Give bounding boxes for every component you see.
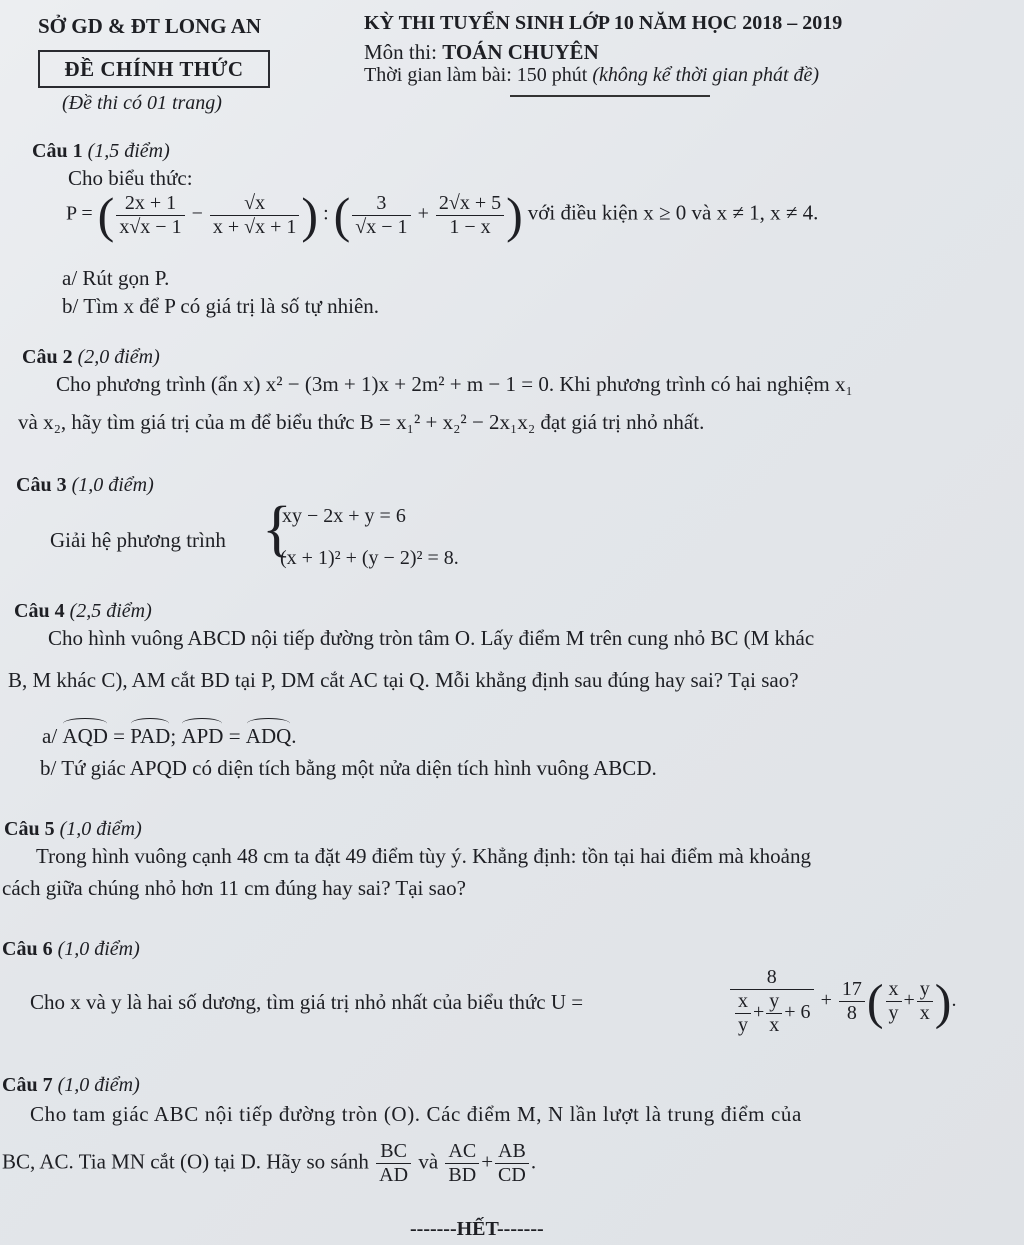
q6-points: (1,0 điểm) [52,938,140,960]
q6-seventeen-eighths [839,978,865,1025]
q3-system-brace: { [262,495,292,563]
q6-plus-3: + [903,989,915,1012]
q4-angle-aqd: AQD [62,718,108,749]
q1-plus: + [417,202,429,225]
q4-eq-2: = [223,724,246,748]
q1-f4-den: 1 − x [436,215,504,239]
q4-part-a-prefix: a/ [42,724,63,748]
q6-main-fraction [730,966,814,1037]
q6-intro: Cho x và y là hai số dương, tìm giá trị nhỏ nhất của biểu thức U = [30,990,584,1014]
q6-label: Câu 6 [2,938,53,960]
q1-part-b: b/ Tìm x để P có giá trị là số tự nhiên. [62,294,380,318]
q7-plus: + [481,1149,494,1174]
q6-xy2-num: x [888,978,899,1000]
q5-points: (1,0 điểm) [54,818,142,840]
q7-ac: AC [448,1140,477,1162]
q7-line-1: Cho tam giác ABC nội tiếp đường tròn (O). Các điểm M, N lần lượt là trung điểm của [30,1102,802,1126]
q1-part-a: a/ Rút gọn P. [62,266,170,290]
q6-period: . [951,989,957,1012]
q2-line-1: Cho phương trình (ẩn x) x² − (3m + 1)x + 2m² + m − 1 = 0. Khi phương trình có hai nghiệm x₁ [56,372,853,396]
q4-angle-adq: ADQ [246,718,292,749]
q1-f3-num: 3 [376,191,387,214]
q1-f4-num: 2√x + 5 [438,191,502,214]
q1-minus: − [191,202,203,225]
q2-line-2: và x₂, hãy tìm giá trị của m để biểu thức B = x₁² + x₂² − 2x₁x₂ đạt giá trị nhỏ nhất. [18,410,705,434]
q7-period: . [530,1149,537,1174]
pages-note: (Đề thi có 01 trang) [62,92,222,114]
official-label-box: ĐỀ CHÍNH THỨC [38,50,270,88]
q7-ab: AB [498,1140,526,1162]
q7-label: Câu 7 [2,1074,53,1096]
q6-main-den [730,989,814,1037]
q4-period: . [291,724,297,748]
q7-ab-over-cd [495,1140,529,1187]
q5-title [4,818,142,841]
q6-open-paren: ( [866,973,884,1030]
q6-y-over-x [766,990,782,1037]
q1-p-label: P = [66,202,93,225]
q3-label: Câu 3 [16,474,67,496]
q1-colon: : [323,202,329,225]
q6-num-8: 8 [766,966,777,988]
q6-plus-6: + 6 [784,1001,811,1024]
q7-ad: AD [376,1163,411,1187]
q6-xy-num: x [738,990,748,1012]
q6-17: 17 [841,978,862,1000]
q6-close-paren: ) [934,973,952,1030]
department-name: SỞ GD & ĐT LONG AN [38,14,262,38]
subject-label: Môn thi: [364,40,443,64]
end-mark: -------HẾT------- [410,1218,544,1240]
duration-line [364,64,819,87]
header-divider [510,95,710,97]
q7-bd: BD [445,1163,479,1187]
q4-points: (2,5 điểm) [64,600,152,622]
q6-title [2,938,140,961]
q5-line-2: cách giữa chúng nhỏ hơn 11 cm đúng hay sai? Tại sao? [2,876,466,900]
q1-fraction-1 [116,192,184,239]
q4-separator: ; [170,724,182,748]
q7-ac-over-bd [445,1140,479,1187]
duration-note: (không kể thời gian phát đề) [592,64,820,86]
q1-f1-num: 2x + 1 [124,191,177,214]
q7-bc: BC [380,1140,407,1162]
q3-equation-1: xy − 2x + y = 6 [282,505,406,527]
q1-open-paren: ( [97,187,115,243]
q3-intro: Giải hệ phương trình [50,528,226,552]
exam-title: KỲ THI TUYỂN SINH LỚP 10 NĂM HỌC 2018 – 2019 [364,12,843,34]
q3-title [16,474,154,497]
q6-plus-2: + [820,989,832,1012]
q2-title [22,346,160,369]
q6-yx2-num: y [919,978,930,1000]
q1-fraction-4 [436,192,504,239]
q1-f3-den: √x − 1 [352,215,410,239]
q1-f2-den: x + √x + 1 [210,215,300,239]
q1-close-paren-2: ) [506,187,523,243]
q4-line-1: Cho hình vuông ABCD nội tiếp đường tròn tâm O. Lấy điểm M trên cung nhỏ BC (M khác [48,626,815,650]
q6-plus-1: + [753,1001,765,1024]
q6-expression [728,966,956,1037]
q7-title [2,1074,140,1097]
q6-xy2-den: y [886,1001,902,1025]
q7-line-2 [2,1140,536,1187]
q4-part-a [42,718,297,749]
q2-label: Câu 2 [22,346,73,368]
q7-cd: CD [495,1163,529,1187]
q1-fraction-2 [210,192,300,239]
q1-open-paren-2: ( [333,187,351,243]
q1-f1-den: x√x − 1 [116,215,184,239]
q1-close-paren: ) [301,187,319,243]
q4-title [14,600,152,623]
q6-yx2-den: x [917,1001,933,1025]
subject-name: TOÁN CHUYÊN [442,40,599,64]
q1-title [32,140,170,163]
q1-label: Câu 1 [32,140,83,162]
q2-points: (2,0 điểm) [72,346,160,368]
q6-yx-num: y [769,990,780,1012]
q7-line-2-text: BC, AC. Tia MN cắt (O) tại D. Hãy so sánh [2,1149,369,1174]
q1-fraction-3 [352,192,410,239]
q4-part-b: b/ Tứ giác APQD có diện tích bằng một nửa diện tích hình vuông ABCD. [40,756,657,780]
q1-points: (1,5 điểm) [82,140,170,162]
q5-line-1: Trong hình vuông cạnh 48 cm ta đặt 49 điểm tùy ý. Khẳng định: tồn tại hai điểm mà khoảng [36,844,811,868]
q1-expression [66,187,819,243]
q4-angle-apd: APD [181,718,223,749]
q7-points: (1,0 điểm) [52,1074,140,1096]
q7-and: và [418,1149,439,1174]
q1-condition: với điều kiện x ≥ 0 và x ≠ 1, x ≠ 4. [527,200,819,225]
q4-label: Câu 4 [14,600,65,622]
q5-label: Câu 5 [4,818,55,840]
q6-x-over-y [735,990,751,1037]
q4-eq-1: = [107,724,131,748]
q6-8: 8 [839,1001,865,1025]
q1-intro: Cho biểu thức: [68,166,193,190]
q6-xy-den: y [735,1013,751,1037]
q3-equation-2: (x + 1)² + (y − 2)² = 8. [280,547,459,569]
subject-line [364,40,599,65]
q7-bc-over-ad [376,1140,411,1187]
q6-yx-den: x [766,1013,782,1037]
q1-f2-num: √x [244,191,266,214]
q3-points: (1,0 điểm) [66,474,154,496]
q6-x-over-y-2 [886,978,902,1025]
q4-angle-pad: PAD [130,718,170,749]
q6-y-over-x-2 [917,978,933,1025]
duration-label: Thời gian làm bài: 150 phút [364,64,593,86]
q4-line-2: B, M khác C), AM cắt BD tại P, DM cắt AC tại Q. Mỗi khẳng định sau đúng hay sai? Tại sao? [8,668,799,692]
